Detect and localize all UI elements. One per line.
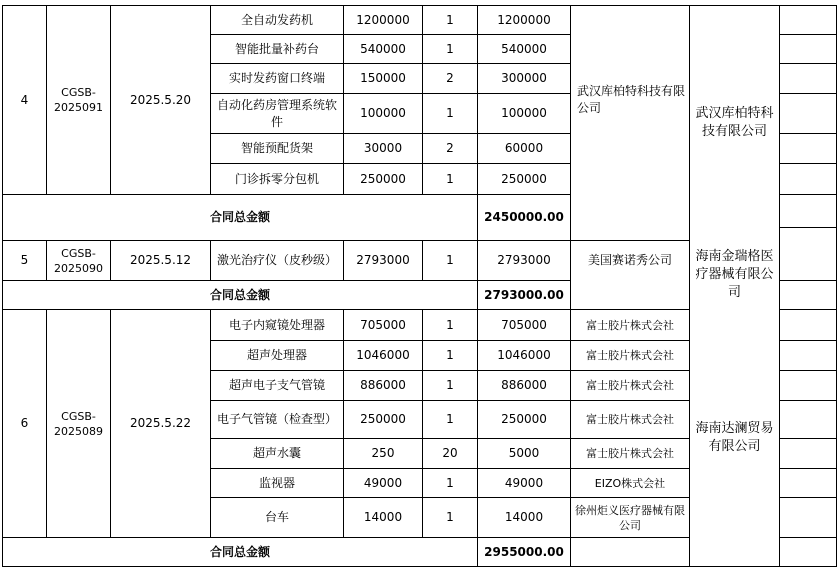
grid-line [2, 566, 837, 567]
unit-price: 705000 [360, 317, 406, 332]
grid-line [779, 340, 837, 341]
unit-price: 886000 [360, 378, 406, 392]
supplier: 武汉库柏特科技有限公司 [695, 106, 774, 139]
quantity: 2 [446, 141, 454, 155]
grid-line [779, 280, 837, 281]
row-number: 4 [20, 92, 29, 107]
amount: 886000 [501, 378, 547, 392]
item-name: 实时发药窗口终端 [228, 71, 325, 85]
grid-line [779, 194, 837, 195]
grid-line [779, 400, 837, 401]
amount: 2793000 [497, 253, 551, 267]
quantity: 2 [446, 71, 454, 85]
grid-line [779, 63, 837, 64]
manufacturer: 徐州炬义医疗器械有限公司 [575, 503, 685, 532]
amount: 1200000 [497, 12, 551, 27]
quantity: 1 [446, 41, 454, 56]
manufacturer: 富士胶片株式会社 [586, 447, 674, 460]
amount: 540000 [501, 41, 547, 56]
amount: 250000 [501, 412, 547, 426]
total-label: 合同总金额 [209, 544, 270, 559]
row-number: 5 [20, 253, 29, 267]
quantity: 1 [446, 171, 454, 186]
amount: 60000 [504, 141, 544, 155]
grid-line [779, 309, 837, 310]
manufacturer: 武汉库柏特科技有限公司 [577, 84, 686, 115]
item-name: 智能预配货架 [240, 141, 313, 155]
amount: 5000 [508, 446, 540, 460]
amount: 250000 [501, 171, 547, 186]
item-name: 监视器 [258, 475, 295, 490]
item-name: 超声水囊 [252, 446, 301, 460]
item-name: 台车 [264, 510, 289, 524]
contract-date: 2025.5.12 [129, 253, 192, 267]
quantity: 1 [446, 475, 454, 490]
grid-line [779, 93, 837, 94]
item-name: 自动化药房管理系统软件 [216, 97, 337, 129]
contract-number: CGSB-2025090 [54, 246, 103, 275]
item-name: 门诊拆零分包机 [234, 171, 319, 186]
grid-line [779, 227, 837, 228]
unit-price: 540000 [360, 41, 406, 56]
supplier: 海南金瑞格医疗器械有限公司 [695, 249, 774, 300]
manufacturer: 富士胶片株式会社 [586, 413, 674, 426]
grid-line [779, 370, 837, 371]
quantity: 1 [446, 510, 454, 524]
contract-number: CGSB-2025089 [54, 409, 103, 438]
grid-line [779, 497, 837, 498]
contract-date: 2025.5.20 [129, 92, 192, 107]
contract-date: 2025.5.22 [129, 416, 192, 430]
unit-price: 49000 [363, 475, 403, 490]
quantity: 1 [446, 12, 454, 27]
contract-number: CGSB-2025091 [54, 86, 103, 114]
supplier: 海南达澜贸易有限公司 [695, 421, 774, 454]
unit-price: 150000 [360, 71, 406, 85]
total-label: 合同总金额 [209, 210, 270, 224]
unit-price: 250 [371, 446, 395, 460]
quantity: 1 [446, 106, 454, 120]
grid-line [779, 5, 780, 567]
amount: 14000 [504, 510, 544, 524]
manufacturer: 富士胶片株式会社 [586, 318, 674, 332]
item-name: 激光治疗仪（皮秒级） [216, 253, 337, 267]
total-label: 合同总金额 [209, 287, 270, 302]
grid-line [779, 133, 837, 134]
total-amount: 2955000.00 [484, 544, 564, 559]
unit-price: 100000 [360, 106, 406, 120]
grid-line [779, 34, 837, 35]
manufacturer: 富士胶片株式会社 [586, 379, 674, 392]
manufacturer: EIZO株式会社 [594, 476, 666, 490]
item-name: 超声电子支气管镜 [228, 378, 325, 392]
item-name: 超声处理器 [246, 348, 307, 362]
quantity: 1 [446, 317, 454, 332]
row-number: 6 [20, 416, 29, 430]
unit-price: 2793000 [356, 253, 410, 267]
grid-line [779, 468, 837, 469]
grid-line [779, 537, 837, 538]
amount: 1046000 [497, 348, 551, 362]
grid-line [779, 163, 837, 164]
item-name: 全自动发药机 [240, 12, 313, 27]
amount: 300000 [501, 71, 547, 85]
unit-price: 250000 [360, 171, 406, 186]
grid-line [836, 5, 837, 567]
item-name: 电子气管镜（检查型） [216, 412, 337, 426]
quantity: 1 [446, 348, 454, 362]
quantity: 20 [442, 446, 458, 460]
unit-price: 14000 [363, 510, 403, 524]
unit-price: 30000 [363, 141, 403, 155]
amount: 100000 [501, 106, 547, 120]
grid-line [779, 438, 837, 439]
total-amount: 2793000.00 [484, 287, 564, 302]
item-name: 智能批量补药台 [234, 41, 319, 56]
quantity: 1 [446, 253, 454, 267]
item-name: 电子内窥镜处理器 [228, 317, 325, 332]
manufacturer: 富士胶片株式会社 [586, 349, 674, 362]
amount: 49000 [504, 475, 544, 490]
amount: 705000 [501, 317, 547, 332]
unit-price: 1200000 [356, 12, 410, 27]
unit-price: 1046000 [356, 348, 410, 362]
total-amount: 2450000.00 [484, 210, 564, 224]
unit-price: 250000 [360, 412, 406, 426]
quantity: 1 [446, 378, 454, 392]
quantity: 1 [446, 412, 454, 426]
manufacturer: 美国赛诺秀公司 [587, 253, 672, 267]
